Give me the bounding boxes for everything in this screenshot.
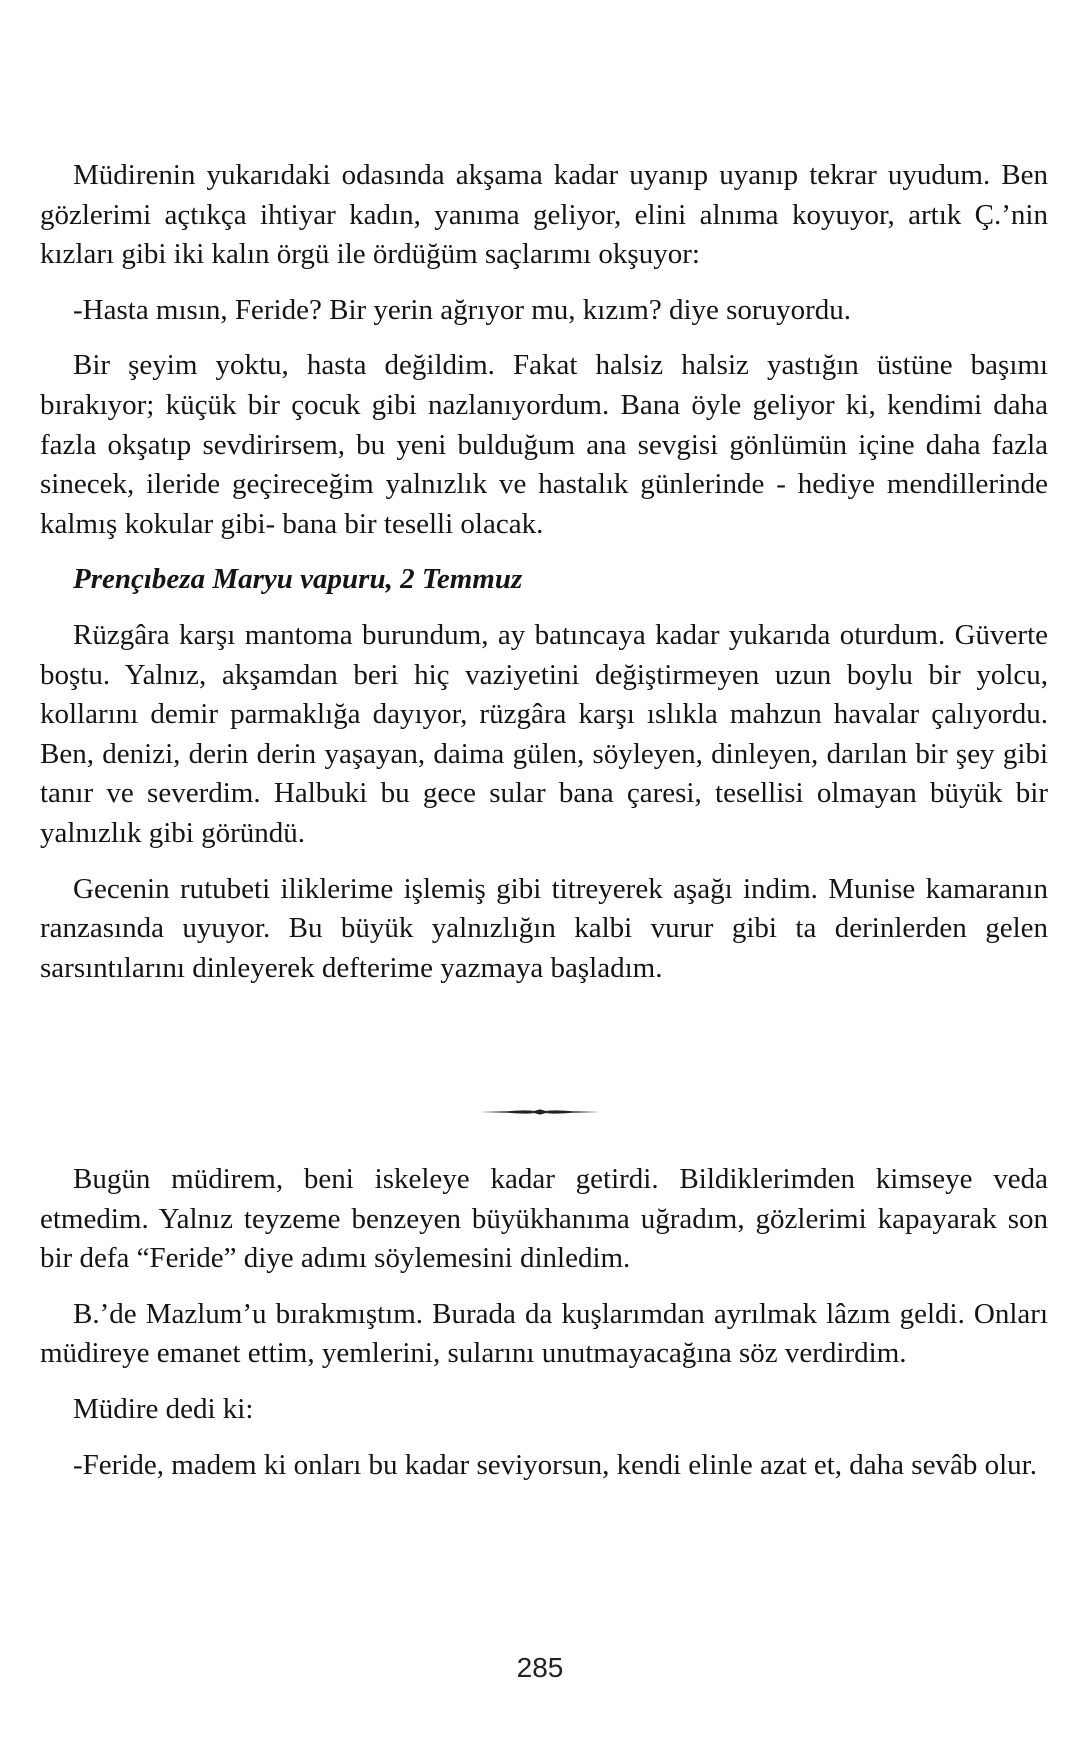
paragraph-intro: Müdirenin yukarıdaki odasında akşama kadar uyanıp uyanıp tekrar uyudum. Ben gözlerimi açtıkça ihtiyar kadın, yanıma geliyor, elini alnıma koyuyor, artık Ç.’nin kızları gibi iki kalın örgü ile ördüğüm saçlarımı okşuyor: bbox=[40, 159, 1048, 271]
paragraph-cabin: Gecenin rutubeti iliklerime işlemiş gibi titreyerek aşağı indim. Munise kamaranın ranzasında uyuyor. Bu büyük yalnızlığın kalbi vurur gibi ta derinlerden gelen sarsıntılarını dinleyerek defterime yazmaya başladım. bbox=[40, 872, 1048, 984]
page-number: 285 bbox=[516, 1652, 564, 1683]
paragraph-director-said: Müdire dedi ki: bbox=[73, 1392, 254, 1425]
section-two bbox=[40, 1160, 1048, 1485]
paragraph-not-sick: Bir şeyim yoktu, hasta değildim. Fakat halsiz halsiz yastığın üstüne başımı bırakıyor; küçük bir çocuk gibi nazlanıyordum. Bana öyle geliyor ki, kendimi daha fazla okşatıp sevdirirsem, bu yeni bulduğum ana sevgisi gönlümün içine daha fazla sinecek, ileride geçireceğim yalnızlık ve hastalık günlerinde - hediye mendillerinde kalmış kokular gibi- bana bir teselli olacak. bbox=[40, 349, 1048, 540]
paragraph-dialogue-question: -Hasta mısın, Feride? Bir yerin ağrıyor mu, kızım? diye soruyordu. bbox=[73, 293, 851, 326]
paragraph-release-birds: -Feride, madem ki onları bu kadar seviyorsun, kendi elinle azat et, daha sevâb olur. bbox=[73, 1448, 1037, 1481]
paragraph-birds: B.’de Mazlum’u bırakmıştım. Burada da kuşlarımdan ayrılmak lâzım geldi. Onları müdireye emanet ettim, yemlerini, sularını unutmayacağına söz verdirdim. bbox=[40, 1297, 1048, 1370]
diary-entry-heading: Prençıbeza Maryu vapuru, 2 Temmuz bbox=[73, 563, 523, 596]
section-one bbox=[40, 156, 1048, 988]
paragraph-deck: Rüzgâra karşı mantoma burundum, ay batıncaya kadar yukarıda oturdum. Güverte boştu. Yalnız, akşamdan beri hiç vaziyetini değiştirmeyen uzun boylu bir yolcu, kollarını demir parmaklığa dayıyor, rüzgâra karşı ıslıkla mahzun havalar çalıyordu. Ben, denizi, derin derin yaşayan, daima gülen, söyleyen, dinleyen, darılan bir şey gibi tanır ve severdim. Halbuki bu gece sular bana çaresi, tesellisi olmayan büyük bir yalnızlık gibi göründü. bbox=[40, 618, 1048, 849]
divider-ornament-icon bbox=[478, 1102, 602, 1122]
divider-ornament bbox=[0, 1102, 1080, 1122]
paragraph-pier: Bugün müdirem, beni iskeleye kadar getirdi. Bildiklerimden kimseye veda etmedim. Yalnız teyzeme benzeyen büyükhanıma uğradım, gözlerimi kapayarak son bir defa “Feride” diye adımı söylemesini dinledim. bbox=[40, 1163, 1048, 1275]
